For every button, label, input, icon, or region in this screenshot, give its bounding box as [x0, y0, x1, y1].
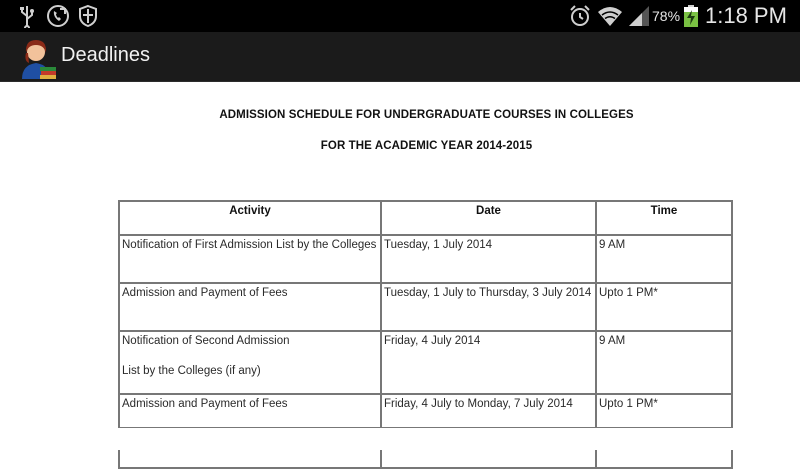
- date-cell: Tuesday, 1 July 2014: [381, 235, 596, 283]
- table-row: [119, 283, 732, 331]
- activity-cell: Admission and Payment of Fees: [119, 394, 381, 428]
- time-cell: Upto 1 PM*: [596, 394, 732, 428]
- academic-year-subheading: FOR THE ACADEMIC YEAR 2014-2015: [320, 140, 533, 152]
- table-header-row: [119, 201, 732, 235]
- table-row: [119, 235, 732, 283]
- date-cell: Friday, 4 July 2014: [381, 331, 596, 394]
- header-time: Time: [596, 201, 732, 235]
- schedule-heading: ADMISSION SCHEDULE FOR UNDERGRADUATE COURSES IN COLLEGES: [219, 109, 634, 121]
- activity-line: Notification of Second Admission: [122, 335, 290, 347]
- date-cell: Tuesday, 1 July to Thursday, 3 July 2014: [381, 283, 596, 331]
- action-bar: [0, 32, 800, 82]
- status-bar: [0, 0, 800, 32]
- usb-icon: [18, 4, 36, 28]
- time-cell: 9 AM: [596, 235, 732, 283]
- shield-icon: [78, 4, 98, 28]
- header-date: Date: [381, 201, 596, 235]
- page-title: Deadlines: [61, 44, 150, 66]
- table-row: [119, 394, 732, 428]
- alarm-icon: [568, 4, 592, 28]
- time-cell: Upto 1 PM*: [596, 283, 732, 331]
- activity-cell: Notification of First Admission List by the Colleges: [119, 235, 381, 283]
- header-activity: Activity: [119, 201, 381, 235]
- student-books-icon[interactable]: [14, 35, 58, 79]
- time-cell: 9 AM: [596, 331, 732, 394]
- date-cell: Friday, 4 July to Monday, 7 July 2014: [381, 394, 596, 428]
- table-row: [119, 331, 732, 394]
- clock-time: 1:18 PM: [705, 3, 787, 28]
- activity-line: List by the Colleges (if any): [122, 365, 261, 377]
- wifi-icon: [597, 4, 623, 28]
- call-icon: [46, 4, 70, 28]
- content-bottom-edge: [0, 428, 800, 450]
- battery-charging-icon: [683, 4, 699, 28]
- activity-cell: Admission and Payment of Fees: [119, 283, 381, 331]
- battery-percent: 78%: [652, 8, 681, 24]
- activity-cell: [119, 331, 381, 394]
- signal-icon: [628, 4, 650, 28]
